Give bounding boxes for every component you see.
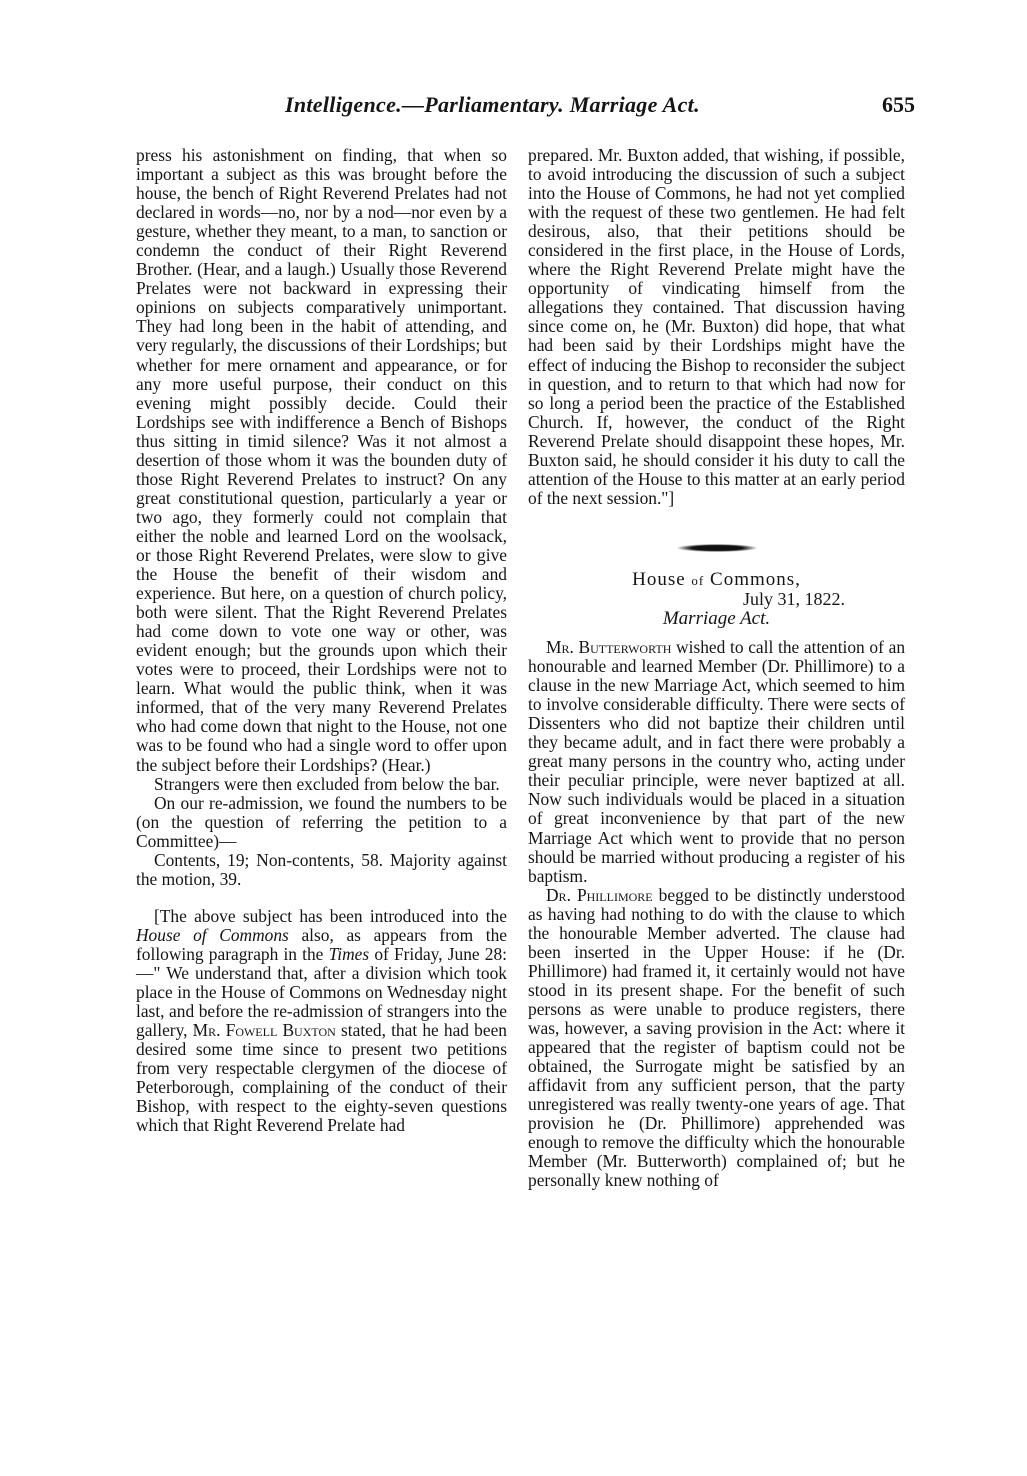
speaker-name: Mr. Fowell Buxton (192, 1020, 336, 1041)
paragraph: On our re-admission, we found the numbers to be (on the question of referring the petition to a Committee)— (136, 792, 507, 851)
speaker-name: Dr. Phillimore (546, 884, 653, 905)
right-column (528, 146, 905, 1190)
paragraph: Strangers were then excluded from below the bar. (154, 773, 500, 794)
section-heading: House of Commons, (632, 568, 801, 590)
paragraph: prepared. Mr. Buxton added, that wishing, if possible, to avoid introducing the discussion of such a subject into the House of Commons, he had not yet complied with the request of these two gentlemen. He had felt desirous, also, that their petitions should be considered in the first place, in the House of Lords, where the Right Reverend Prelate might have the opportunity of vindicating himself from the allegations they contained. That discussion having since come on, he (Mr. Buxton) did hope, that what had been said by their Lordships might have the effect of inducing the Bishop to reconsider the subject in question, and to return to that which had now for so long a period been the practice of the Established Church. If, however, the conduct of the Right Reverend Prelate should disappoint these hopes, Mr. Buxton said, he should consider it his duty to call the attention of the House to this matter at an early period of the next session."] (528, 145, 905, 508)
section-date: July 31, 1822. (742, 588, 845, 609)
running-header (135, 92, 915, 132)
paragraph-bracketed: [The above subject has been introduced into the House of Commons also, as appears from the following paragraph in the Times of Friday, June 28:—" We understand that, after a division which took place in the House of Commons on Wednesday night last, and before the re-admission of strangers into the gallery, Mr. Fowell Buxton stated, that he had been desired some time since to present two petitions from very respectable clergymen of the diocese of Peterborough, complaining of the conduct of their Bishop, with respect to the eighty-seven questions which that Right Reverend Prelate had (136, 905, 507, 1136)
left-column (136, 146, 507, 1135)
italic-text: House of Commons (136, 924, 289, 945)
section-divider (677, 544, 757, 552)
running-title: Intelligence.—Parliamentary. Marriage Act. (285, 92, 700, 117)
speaker-name: Mr. Butterworth (546, 637, 672, 658)
italic-text: Times (328, 943, 370, 964)
paragraph: Dr. Phillimore begged to be distinctly understood as having had nothing to do with the clause to which the honourable Member adverted. The clause had been inserted in the Upper House: if he (Dr. Phillimore) had framed it, it certainly would not have stood in its present shape. For the benefit of such persons as were unable to produce registers, there was, however, a saving provision in the Act: where it appeared that the register of baptism could not be obtained, the Surrogate might be satisfied by an affidavit from any sufficient person, that the party unregistered was really twenty-one years of age. That provision he (Dr. Phillimore) apprehended was enough to remove the difficulty which the honourable Member (Mr. Butterworth) complained of; but he personally knew nothing of (528, 884, 905, 1191)
page-number: 655 (882, 92, 915, 117)
paragraph: Contents, 19; Non-contents, 58. Majority against the motion, 39. (136, 849, 507, 889)
section-subtitle: Marriage Act. (662, 607, 771, 629)
paragraph: press his astonishment on finding, that when so important a subject as this was brought before the house, the bench of Right Reverend Prelates had not declared in words—no, nor by a nod—nor even by a gesture, whether they meant, to a man, to sanction or condemn the conduct of their Right Reverend Brother. (Hear, and a laugh.) Usually those Reverend Prelates were not backward in expressing their opinions on subjects comparatively unimportant. They had long been in the habit of attending, and very regularly, the discussions of their Lordships; but whether for mere ornament and appearance, or for any more useful purpose, their conduct on this evening might possibly decide. Could their Lordships see with indifference a Bench of Bishops thus sitting in timid silence? Was it not almost a desertion of those whom it was the bounden duty of those Right Reverend Prelates to instruct? On any great constitutional question, particularly a year or two ago, they formerly could not complain that either the noble and learned Lord on the woolsack, or those Right Reverend Prelates, were slow to give the House the benefit of their wisdom and experience. But here, on a question of church policy, both were silent. That the Right Reverend Prelates had come down to vote one way or other, was evident enough; but the grounds upon which their votes were to proceed, their Lordships were not to learn. What would the public think, when it was informed, that of the very many Reverend Prelates who had come down that night to the House, not one was to be found who had a single word to offer upon the subject before their Lordships? (Hear.) (136, 145, 507, 775)
paragraph: Mr. Butterworth wished to call the attention of an honourable and learned Member (Dr. Phillimore) to a clause in the new Marriage Act, which seemed to him to involve considerable difficulty. There were sects of Dissenters who did not baptize their children until they became adult, and in fact there were probably a great many persons in the country who, acting under their peculiar principle, were never baptized at all. Now such individuals would be placed in a situation of great inconvenience by that part of the new Marriage Act which went to provide that no person should be married without producing a register of his baptism. (528, 637, 906, 886)
